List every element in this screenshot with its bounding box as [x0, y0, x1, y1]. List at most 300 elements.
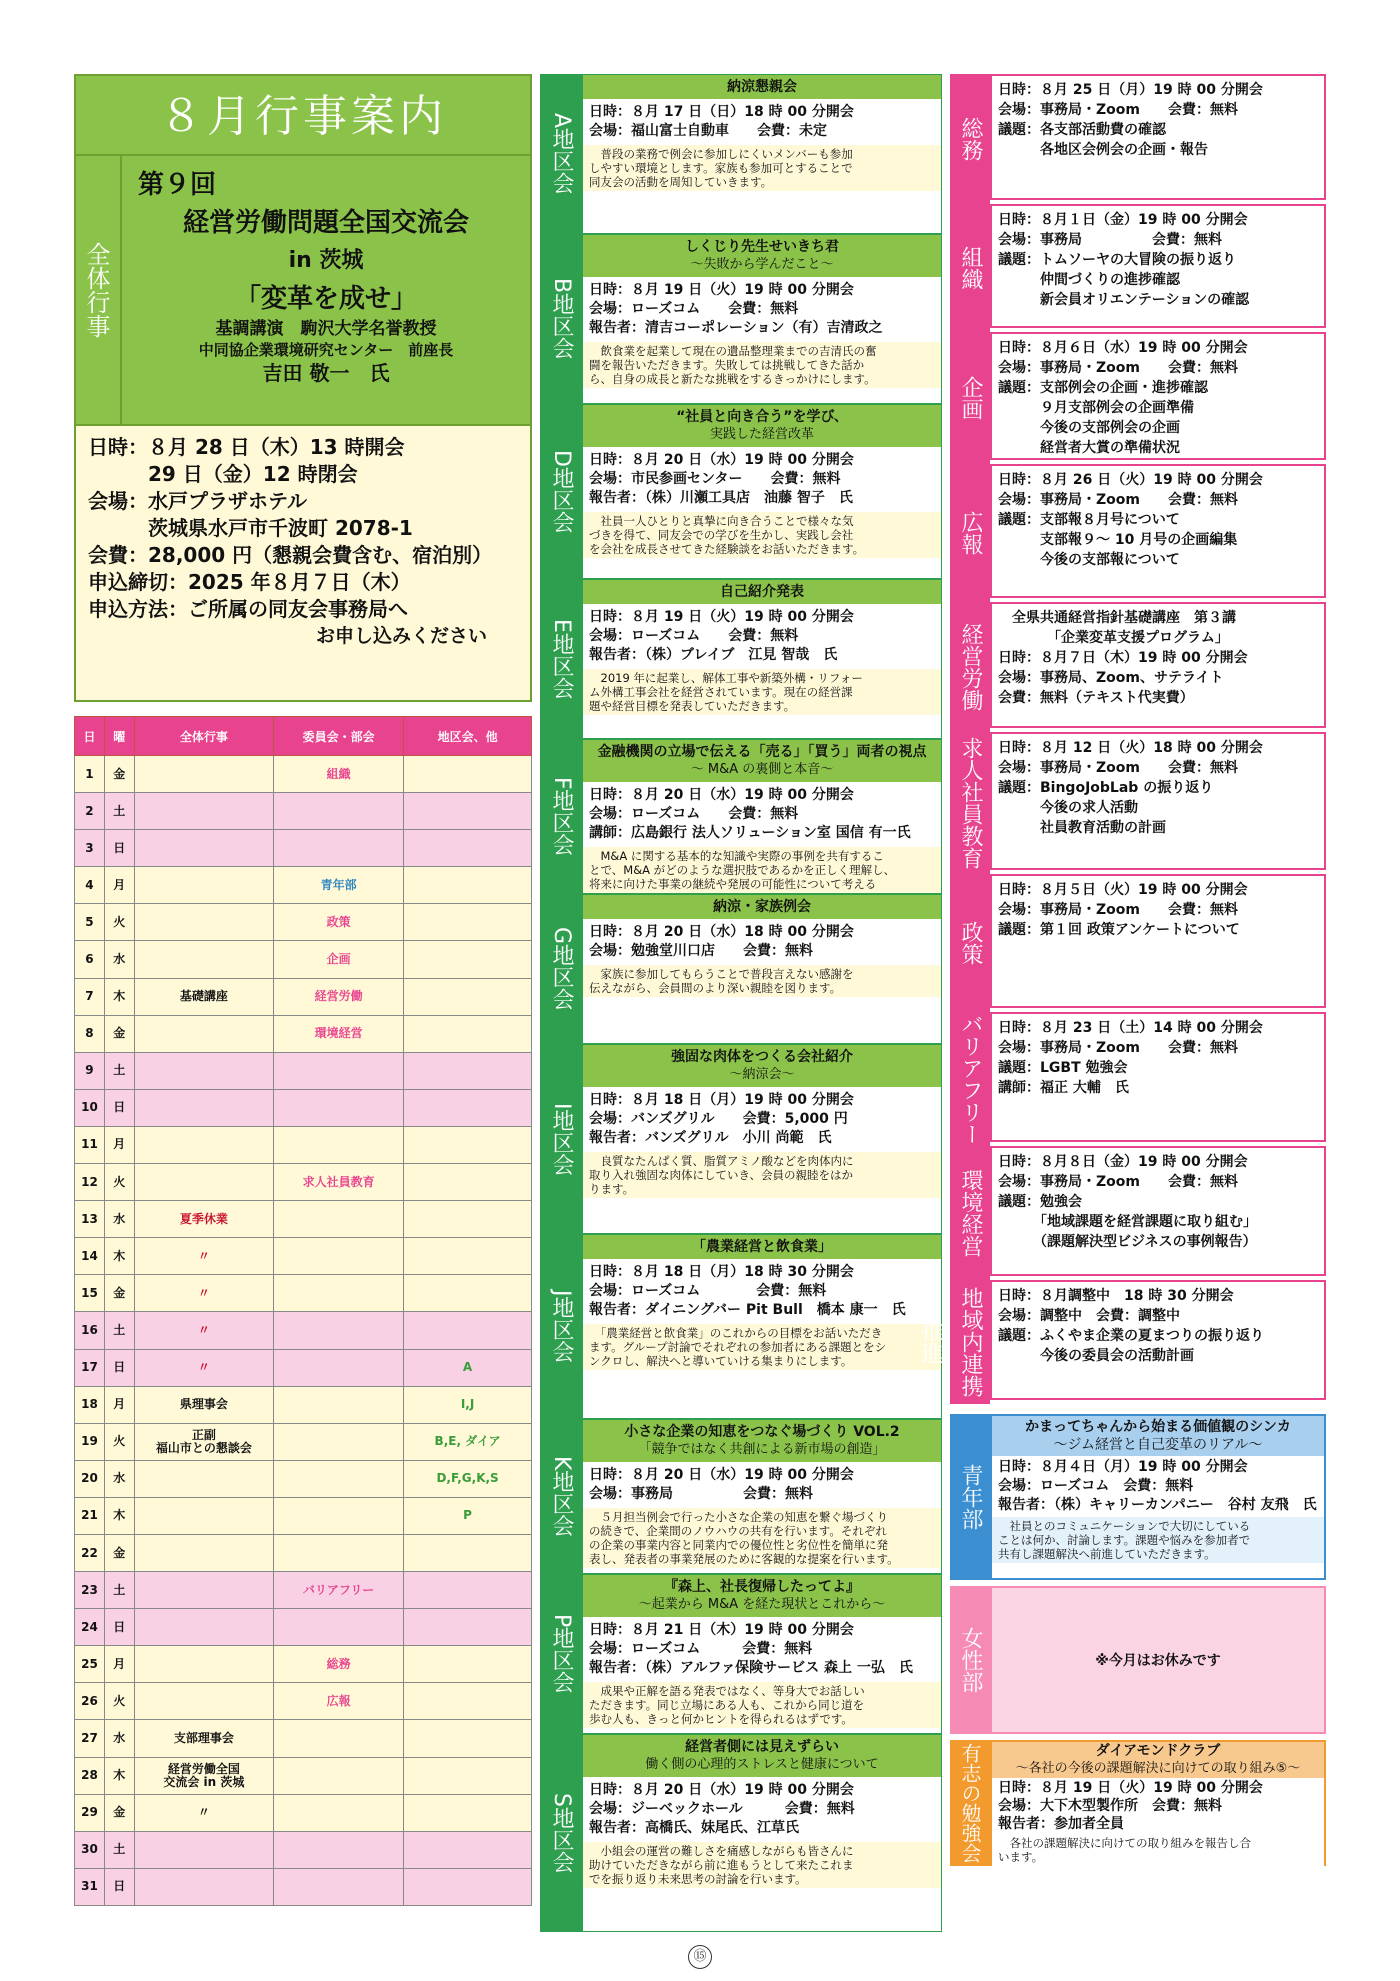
- card-title: [992, 1742, 1324, 1778]
- calendar-cell: 火: [104, 1683, 134, 1720]
- info-line: 報告者：清吉コーポレーション（有）吉清政之: [589, 320, 883, 336]
- event-line: 「変革を成せ」: [234, 284, 417, 314]
- event-line: 経営労働問題全国交流会: [182, 208, 469, 238]
- committee-card: 日時：８月１日（金）19 時 00 分開会 会場：事務局 会費：無料 議題：トムソーヤの大冒険の振り返り 仲間づくりの進捗確認 新会員オリエンテーションの確認: [990, 204, 1326, 328]
- calendar-row: [75, 1349, 532, 1386]
- calendar-row: [75, 1386, 532, 1423]
- district-card: [582, 1734, 942, 1932]
- calendar-cell: 水: [104, 1720, 134, 1757]
- card-description: 各社の課題解決に向けての取り組みを報告し合 います。: [992, 1834, 1324, 1866]
- calendar-cell: I,J: [404, 1386, 532, 1423]
- calendar-cell: 日: [104, 1609, 134, 1646]
- calendar-cell: [134, 1460, 273, 1497]
- calendar-row: [75, 1275, 532, 1312]
- card-title-text: 納涼・家族例会: [713, 899, 811, 915]
- area-label: K地区会: [549, 1456, 574, 1537]
- page-title: ８月行事案内: [74, 74, 532, 156]
- calendar-cell: [134, 1831, 273, 1868]
- committee-label: 経営労働: [950, 602, 990, 732]
- committee-label: 有志の勉強会: [950, 1740, 990, 1866]
- calendar-row: [75, 830, 532, 867]
- calendar-cell: 18: [75, 1386, 105, 1423]
- calendar-cell: 5: [75, 904, 105, 941]
- calendar-table: [74, 716, 532, 1906]
- info-line: 会場：事務局 会費：無料: [589, 1486, 813, 1502]
- calendar-cell: 正副 福山市との懇談会: [134, 1423, 273, 1460]
- event-line: 中同協企業環境研究センター 前座長: [198, 341, 454, 359]
- info-line: 日時：８月 21 日（木）19 時 00 分開会: [589, 1622, 854, 1638]
- calendar-cell: 10: [75, 1089, 105, 1126]
- calendar-cell: 県理事会: [134, 1386, 273, 1423]
- card-title: [583, 75, 941, 99]
- calendar-cell: 土: [104, 1312, 134, 1349]
- calendar-row: [75, 756, 532, 793]
- card-description: 良質なたんぱく質、脂質アミノ酸などを肉体内に 取り入れ強固な肉体にしていき、会員の親睦をはか ります。: [583, 1152, 941, 1198]
- calendar-cell: [134, 756, 273, 793]
- event-info: [74, 426, 532, 702]
- calendar-cell: [404, 1126, 532, 1163]
- committee-label: 組織: [950, 204, 990, 332]
- calendar-cell: [274, 1126, 404, 1163]
- event-line: 第９回: [138, 170, 217, 200]
- calendar-cell: [404, 1572, 532, 1609]
- women-card: ※今月はお休みです: [990, 1586, 1326, 1734]
- calendar-cell: [404, 1646, 532, 1683]
- calendar-cell: 金: [104, 1534, 134, 1571]
- calendar-header: 地区会、他: [404, 717, 532, 756]
- calendar-cell: 日: [104, 830, 134, 867]
- calendar-row: [75, 1126, 532, 1163]
- calendar-cell: 金: [104, 1015, 134, 1052]
- committee-card: 日時：８月８日（金）19 時 00 分開会 会場：事務局・Zoom 会費：無料 議題：勉強会 「地域課題を経営課題に取り組む」 （課題解決型ビジネスの事例報告）: [990, 1146, 1326, 1276]
- card-info: [583, 919, 941, 965]
- calendar-row: [75, 1683, 532, 1720]
- calendar-cell: [404, 1089, 532, 1126]
- card-subtitle: ～各社の今後の課題解決に向けての取り組み⑤～: [1015, 1761, 1301, 1776]
- info-line: 日時：８月 20 日（水）19 時 00 分開会: [589, 1467, 854, 1483]
- calendar-cell: [404, 978, 532, 1015]
- calendar-row: [75, 1572, 532, 1609]
- committee-card: 日時：８月調整中 18 時 30 分開会 会場：調整中 会費：調整中 議題：ふくやま企業の夏まつりの振り返り 今後の委員会の活動計画: [990, 1280, 1326, 1400]
- calendar-cell: 土: [104, 1052, 134, 1089]
- district-card: [582, 1574, 942, 1734]
- card-info: [583, 1259, 941, 1324]
- calendar-cell: 木: [104, 1238, 134, 1275]
- calendar-cell: 土: [104, 1572, 134, 1609]
- info-line: 会場：水戸プラザホテル: [88, 489, 307, 513]
- calendar-cell: [404, 1275, 532, 1312]
- calendar-cell: [274, 1386, 404, 1423]
- card-info: [583, 99, 941, 145]
- calendar-row: [75, 1609, 532, 1646]
- area-label: D地区会: [549, 450, 574, 533]
- committee-card: 日時：８月 23 日（土）14 時 00 分開会 会場：事務局・Zoom 会費：無料 議題：LGBT 勉強会 講師：福正 大輔 氏: [990, 1012, 1326, 1142]
- info-line: 日時：８月 18 日（月）19 時 00 分開会: [589, 1092, 854, 1108]
- calendar-row: [75, 1534, 532, 1571]
- card-subtitle: ～ M&A の裏側と本音～: [690, 762, 834, 777]
- calendar-cell: 土: [104, 1831, 134, 1868]
- calendar-cell: [404, 1683, 532, 1720]
- calendar-cell: 6: [75, 941, 105, 978]
- info-line: 会費：28,000 円（懇親会費含む、宿泊別）: [88, 543, 493, 567]
- info-line: 日時：８月 19 日（火）19 時 00 分開会: [589, 609, 854, 625]
- calendar-cell: 23: [75, 1572, 105, 1609]
- card-title-text: 金融機関の立場で伝える「売る」「買う」両者の視点: [597, 744, 927, 760]
- card-info: 日時：８月 19 日（火）19 時 00 分開会 会場：大下木型製作所 会費：無料 報告者：参加者全員: [998, 1780, 1263, 1832]
- calendar-cell: 経営労働全国 交流会 in 茨城: [134, 1757, 273, 1794]
- card-info: [583, 1617, 941, 1682]
- card-info: [583, 447, 941, 512]
- committee-label: 求人社員教育: [950, 732, 990, 874]
- card-description: 小組会の運営の難しさを痛感しながらも皆さんに 助けていただきながら前に進もうとして来たこれま でを振り返り未来思考の討論を行います。: [583, 1842, 941, 1888]
- calendar-cell: [274, 1794, 404, 1831]
- calendar-cell: 水: [104, 1201, 134, 1238]
- calendar-row: [75, 867, 532, 904]
- calendar-cell: [134, 1572, 273, 1609]
- calendar-cell: 支部理事会: [134, 1720, 273, 1757]
- calendar-cell: 13: [75, 1201, 105, 1238]
- calendar-row: [75, 1238, 532, 1275]
- card-title: [583, 1735, 941, 1777]
- card-title: [583, 235, 941, 277]
- district-card: [582, 404, 942, 579]
- event-line: in 茨城: [288, 248, 364, 273]
- calendar-cell: P: [404, 1497, 532, 1534]
- calendar-cell: [134, 941, 273, 978]
- calendar-cell: 総務: [274, 1646, 404, 1683]
- calendar-cell: 日: [104, 1349, 134, 1386]
- calendar-header: 曜: [104, 717, 134, 756]
- district-card: [582, 1044, 942, 1234]
- page-number: ⑮: [688, 1945, 712, 1969]
- info-line: 会場：福山富士自動車 会費：未定: [589, 123, 827, 139]
- calendar-row: [75, 1497, 532, 1534]
- calendar-cell: 木: [104, 978, 134, 1015]
- calendar-cell: [274, 1497, 404, 1534]
- card-subtitle: ～ジム経営と自己変革のリアル～: [1053, 1437, 1263, 1453]
- info-line: 会場：ジーベックホール 会費：無料: [589, 1801, 855, 1817]
- calendar-row: [75, 1015, 532, 1052]
- calendar-cell: B,E, ダイア: [404, 1423, 532, 1460]
- calendar-row: [75, 1646, 532, 1683]
- info-line: 会場：市民参画センター 会費：無料: [589, 471, 841, 487]
- calendar-cell: [134, 1052, 273, 1089]
- info-line: 報告者：高橋氏、妹尾氏、江草氏: [589, 1820, 799, 1836]
- info-line: 日時：８月 20 日（水）18 時 00 分開会: [589, 924, 854, 940]
- committee-card: 日時：８月 12 日（火）18 時 00 分開会 会場：事務局・Zoom 会費：無料 議題：BingoJobLab の振り返り 今後の求人活動 社員教育活動の計画: [990, 732, 1326, 870]
- calendar-cell: 青年部: [274, 867, 404, 904]
- calendar-cell: 〃: [134, 1349, 273, 1386]
- calendar-cell: [134, 1497, 273, 1534]
- calendar-cell: 14: [75, 1238, 105, 1275]
- calendar-cell: 火: [104, 1164, 134, 1201]
- committee-label: 企画: [950, 332, 990, 464]
- card-info: [583, 277, 941, 342]
- calendar-cell: 16: [75, 1312, 105, 1349]
- area-label: A地区会: [549, 113, 574, 195]
- calendar-cell: [274, 1534, 404, 1571]
- calendar-cell: 金: [104, 756, 134, 793]
- committee-card: 日時：８月 26 日（火）19 時 00 分開会 会場：事務局・Zoom 会費：無料 議題：支部報８月号について 支部報９～ 10 月号の企画編集 今後の支部報について: [990, 464, 1326, 598]
- info-line: 29 日（金）12 時閉会: [88, 462, 358, 486]
- calendar-row: [75, 904, 532, 941]
- calendar-cell: 29: [75, 1794, 105, 1831]
- calendar-cell: 17: [75, 1349, 105, 1386]
- calendar-row: [75, 1868, 532, 1905]
- calendar-cell: [274, 1201, 404, 1238]
- info-line: 報告者：（株）アルファ保険サービス 森上 一弘 氏: [589, 1660, 913, 1676]
- calendar-cell: 基礎講座: [134, 978, 273, 1015]
- calendar-row: [75, 1201, 532, 1238]
- calendar-cell: [274, 1460, 404, 1497]
- calendar-cell: [404, 1201, 532, 1238]
- info-line: 報告者：ダイニングバー Pit Bull 橋本 康一 氏: [589, 1302, 906, 1318]
- calendar-row: [75, 1794, 532, 1831]
- calendar-cell: 22: [75, 1534, 105, 1571]
- main-event: [122, 156, 532, 426]
- calendar-cell: 〃: [134, 1794, 273, 1831]
- calendar-cell: 水: [104, 941, 134, 978]
- card-title: [583, 1045, 941, 1087]
- calendar-cell: [404, 793, 532, 830]
- info-line: 報告者：（株）ブレイブ 江見 智哉 氏: [589, 647, 838, 663]
- calendar-cell: [404, 1831, 532, 1868]
- card-description: 社員とのコミュニケーションで大切にしている ことは何か、討論します。課題や悩みを参加者で 共有し課題解決へ前進していただきます。: [992, 1517, 1324, 1563]
- calendar-cell: [274, 1831, 404, 1868]
- calendar-cell: 金: [104, 1275, 134, 1312]
- calendar-cell: 1: [75, 756, 105, 793]
- calendar-cell: [404, 1794, 532, 1831]
- area-label: S地区会: [549, 1793, 574, 1873]
- info-line: 日時：８月 17 日（日）18 時 00 分開会: [589, 104, 854, 120]
- card-description: 成果や正解を語る発表ではなく、等身大でお話しい ただきます。同じ立場にある人も、これから同じ道を 歩む人も、きっと何かヒントを得られるはずです。: [583, 1682, 941, 1728]
- calendar-cell: 15: [75, 1275, 105, 1312]
- calendar-cell: 30: [75, 1831, 105, 1868]
- committee-label: 青年部: [950, 1414, 990, 1580]
- committee-label: 広報: [950, 464, 990, 602]
- committee-card: 日時：８月６日（水）19 時 00 分開会 会場：事務局・Zoom 会費：無料 議題：支部例会の企画・進捗確認 ９月支部例会の企画準備 今後の支部例会の企画 経営者大賞の準備状況: [990, 332, 1326, 460]
- info-line: 講師：広島銀行 法人ソリューション室 国信 有一氏: [589, 825, 911, 841]
- calendar-cell: 金: [104, 1794, 134, 1831]
- side-label: 全体行事: [74, 156, 122, 426]
- calendar-cell: 31: [75, 1868, 105, 1905]
- calendar-row: [75, 1164, 532, 1201]
- card-description: 社員一人ひとりと真摯に向き合うことで様々な気 づきを得て、同友会での学びを生かし、実践し会社 を会社を成長させてきた経験談をお話いただきます。: [583, 512, 941, 558]
- calendar-cell: 環境経営: [274, 1015, 404, 1052]
- calendar-cell: [134, 904, 273, 941]
- calendar-cell: 土: [104, 793, 134, 830]
- district-card: [582, 1419, 942, 1574]
- card-subtitle: ～失敗から学んだこと～: [690, 257, 834, 272]
- district-card: [582, 234, 942, 404]
- calendar-cell: 19: [75, 1423, 105, 1460]
- calendar-cell: [134, 867, 273, 904]
- area-label: E地区会: [549, 619, 574, 699]
- info-line: 会場：ローズコム 会費：無料: [589, 1283, 827, 1299]
- info-line: 報告者：バンズグリル 小川 尚範 氏: [589, 1130, 832, 1146]
- calendar-cell: 経営労働: [274, 978, 404, 1015]
- card-title-text: 小さな企業の知恵をつなぐ場づくり VOL.2: [624, 1424, 900, 1440]
- calendar-cell: 月: [104, 1126, 134, 1163]
- committee-card: 全県共通経営指針基礎講座 第３講 「企業変革支援プログラム」 日時：８月７日（木）19 時 00 分開会 会場：事務局、Zoom、サテライト 会費：無料（テキスト代実費）: [990, 602, 1326, 728]
- calendar-cell: [274, 1238, 404, 1275]
- committee-label: 地域内連携推進: [950, 1280, 990, 1404]
- calendar-cell: 11: [75, 1126, 105, 1163]
- calendar-cell: [134, 1868, 273, 1905]
- calendar-cell: [134, 1164, 273, 1201]
- info-line: 日時：８月 18 日（月）18 時 30 分開会: [589, 1264, 854, 1280]
- info-line: 会場：ローズコム 会費：無料: [589, 301, 799, 317]
- card-description: M&A に関する基本的な知識や実際の事例を共有するこ とで、M&A がどのような選択肢であるかを正しく理解し、 将来に向けた事業の継続や発展の可能性について考える: [583, 847, 941, 893]
- card-title-text: 「農業経営と飲食業」: [692, 1239, 832, 1255]
- district-card: [582, 894, 942, 1044]
- calendar-cell: [404, 904, 532, 941]
- calendar-header: 全体行事: [134, 717, 273, 756]
- card-title: [583, 580, 941, 604]
- calendar-cell: [404, 867, 532, 904]
- calendar-cell: 火: [104, 904, 134, 941]
- area-label: P地区会: [549, 1614, 574, 1694]
- calendar-cell: 政策: [274, 904, 404, 941]
- calendar-cell: D,F,G,K,S: [404, 1460, 532, 1497]
- calendar-cell: 木: [104, 1757, 134, 1794]
- calendar-row: [75, 1423, 532, 1460]
- calendar-cell: 9: [75, 1052, 105, 1089]
- card-title-text: 強固な肉体をつくる会社紹介: [671, 1049, 853, 1065]
- card-title-text: 『森上、社長復帰したってよ』: [664, 1579, 860, 1595]
- calendar-cell: [274, 1349, 404, 1386]
- calendar-cell: 8: [75, 1015, 105, 1052]
- calendar-cell: 7: [75, 978, 105, 1015]
- card-info: [583, 604, 941, 669]
- card-description: 家族に参加してもらうことで普段言えない感謝を 伝えながら、会員間のより深い親睦を図ります。: [583, 965, 941, 997]
- district-card: [582, 579, 942, 739]
- committee-card: 日時：８月５日（火）19 時 00 分開会 会場：事務局・Zoom 会費：無料 議題：第１回 政策アンケートについて: [990, 874, 1326, 1008]
- calendar-cell: [274, 1089, 404, 1126]
- card-info: [583, 782, 941, 847]
- calendar-cell: 火: [104, 1423, 134, 1460]
- district-card: [582, 74, 942, 234]
- calendar-cell: 〃: [134, 1238, 273, 1275]
- info-line: 会場：ローズコム 会費：無料: [589, 628, 799, 644]
- card-description: 「農業経営と飲食業」のこれからの目標をお話いただき ます。グループ討論でそれぞれの参加者にある課題とをシ ンクロし、解決へと導いていける集まりにします。: [583, 1324, 941, 1370]
- calendar-cell: [134, 1126, 273, 1163]
- calendar-cell: 木: [104, 1497, 134, 1534]
- card-title-text: 経営者側には見えずらい: [685, 1739, 839, 1755]
- event-line: 基調講演 駒沢大学名誉教授: [215, 319, 437, 339]
- calendar-cell: [274, 1312, 404, 1349]
- calendar-cell: 3: [75, 830, 105, 867]
- calendar-cell: A: [404, 1349, 532, 1386]
- calendar-cell: 12: [75, 1164, 105, 1201]
- calendar-cell: [404, 1720, 532, 1757]
- card-info: [583, 1087, 941, 1152]
- card-description: 普段の業務で例会に参加しにくいメンバーも参加 しやすい環境とします。家族も参加可とすることで 同友会の活動を周知していきます。: [583, 145, 941, 191]
- calendar-row: [75, 1757, 532, 1794]
- calendar-cell: [404, 756, 532, 793]
- card-subtitle: 「競争ではなく共創による新市場の創造」: [638, 1442, 886, 1457]
- info-line: お申し込みください: [88, 625, 488, 647]
- info-line: 会場：勉強堂川口店 会費：無料: [589, 943, 813, 959]
- calendar-row: [75, 1052, 532, 1089]
- calendar-cell: [134, 1089, 273, 1126]
- card-title: [992, 1416, 1324, 1456]
- calendar-cell: [134, 1015, 273, 1052]
- calendar-cell: 20: [75, 1460, 105, 1497]
- district-column: [540, 74, 942, 1932]
- calendar-cell: [134, 1534, 273, 1571]
- calendar-cell: 日: [104, 1868, 134, 1905]
- calendar-cell: [134, 830, 273, 867]
- info-line: 会場：ローズコム 会費：無料: [589, 1641, 813, 1657]
- committee-label: 総務: [950, 74, 990, 204]
- card-subtitle: ～納涼会～: [729, 1067, 795, 1082]
- calendar-header: 日: [75, 717, 105, 756]
- district-card: [582, 1234, 942, 1419]
- card-info: 日時：８月４日（月）19 時 00 分開会 会場：ローズコム 会費：無料 報告者：（株）キャリーカンパニー 谷村 友飛 氏: [998, 1459, 1317, 1513]
- card-title-text: かまってちゃんから始まる価値観のシンカ: [1025, 1419, 1291, 1435]
- committee-label: バリアフリー: [950, 1012, 990, 1146]
- calendar-cell: 28: [75, 1757, 105, 1794]
- info-line: 会場：バンズグリル 会費：5,000 円: [589, 1111, 848, 1127]
- calendar-cell: 2: [75, 793, 105, 830]
- area-label: J地区会: [549, 1290, 574, 1363]
- calendar-cell: 27: [75, 1720, 105, 1757]
- card-info: [583, 1777, 941, 1842]
- card-title: [583, 1575, 941, 1617]
- calendar-cell: [404, 1757, 532, 1794]
- card-title: [583, 895, 941, 919]
- card-description: 飲食業を起業して現在の遺品整理業までの吉清氏の奮 闘を報告いただきます。失敗しては挑戦してきた話か ら、自身の成長と新たな挑戦をするきっかけにします。: [583, 342, 941, 388]
- calendar-cell: 21: [75, 1497, 105, 1534]
- calendar-row: [75, 978, 532, 1015]
- calendar-row: [75, 1720, 532, 1757]
- committee-column: [918, 74, 1330, 1934]
- calendar-cell: [134, 1609, 273, 1646]
- calendar-cell: [134, 793, 273, 830]
- calendar-cell: 求人社員教育: [274, 1164, 404, 1201]
- youth-card: [990, 1414, 1326, 1580]
- card-description: 2019 年に起業し、解体工事や新築外構・リフォー ム外構工事会社を経営されています。現在の経営課 題や経営目標を発表していただきます。: [583, 669, 941, 715]
- calendar-cell: [404, 1609, 532, 1646]
- calendar-cell: [274, 1868, 404, 1905]
- area-label: I地区会: [549, 1102, 574, 1176]
- card-title: [583, 405, 941, 447]
- card-title: [583, 1420, 941, 1462]
- info-line: 日時：８月 28 日（木）13 時開会: [88, 435, 405, 459]
- calendar-row: [75, 941, 532, 978]
- card-title-text: 納涼懇親会: [727, 79, 797, 95]
- calendar-cell: 〃: [134, 1275, 273, 1312]
- calendar-cell: [404, 1868, 532, 1905]
- calendar-cell: 日: [104, 1089, 134, 1126]
- info-line: 茨城県水戸市千波町 2078-1: [88, 516, 413, 540]
- calendar-row: [75, 1831, 532, 1868]
- committee-label: 環境経営: [950, 1146, 990, 1280]
- calendar-cell: 組織: [274, 756, 404, 793]
- calendar-row: [75, 1312, 532, 1349]
- calendar-cell: 25: [75, 1646, 105, 1683]
- calendar-cell: [274, 1052, 404, 1089]
- card-info: [583, 1462, 941, 1508]
- calendar-cell: 〃: [134, 1312, 273, 1349]
- calendar-cell: [404, 1238, 532, 1275]
- calendar-cell: 夏季休業: [134, 1201, 273, 1238]
- calendar-cell: [404, 1164, 532, 1201]
- info-line: 申込締切：2025 年８月７日（木）: [88, 570, 411, 594]
- calendar-cell: 24: [75, 1609, 105, 1646]
- calendar-cell: 月: [104, 1386, 134, 1423]
